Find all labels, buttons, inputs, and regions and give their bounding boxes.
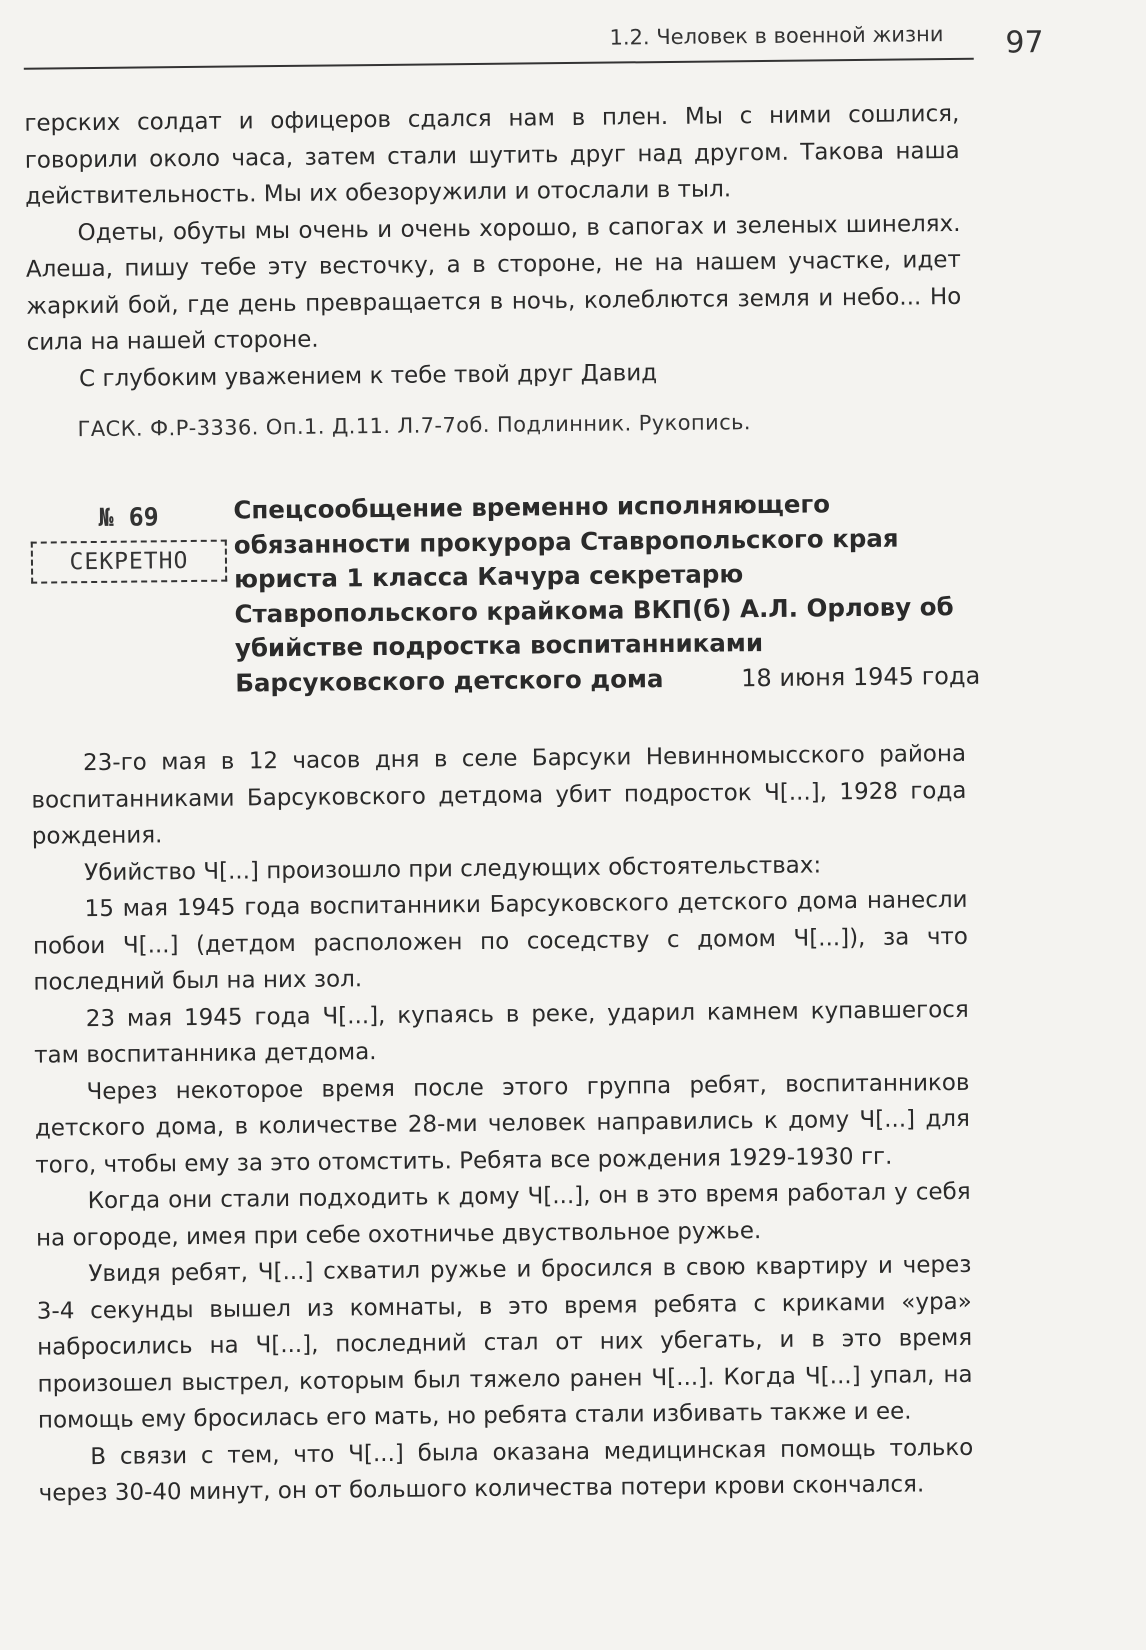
document-title: Спецсообщение временно исполняющего обязанности прокурора Ставропольского края юриста 1 класса Качура секретарю Ставропольского крайкома ВКП(б) А.Л. Орлову об убийстве подростка воспитанниками Барсуковского детского дома: [233, 489, 954, 698]
page-number: 97: [1005, 25, 1044, 61]
archive-source: ГАСК. Ф.Р-3336. Оп.1. Д.11. Л.7-7об. Подлинник. Рукопись.: [77, 410, 752, 442]
body-paragraph: В связи с тем, что Ч[...] была оказана медицинская помощь только через 30-40 минут, он от большого количества потери крови скончался.: [38, 1434, 974, 1507]
letter-signature: С глубоким уважением к тебе твой друг Давид: [78, 359, 658, 392]
document-header: [28, 486, 980, 706]
body-paragraph: Увидя ребят, Ч[...] схватил ружье и бросился в свою квартиру и через 3-4 секунды вышел из комнаты, в это время ребята с криками «ура» набросились на Ч[...], последний стал от них убегать, и в это время произошел выстрел, которым был тяжело ранен Ч[...]. Когда Ч[...] упал, на помощь ему бросилась его мать, но ребята стали избивать также и ее.: [36, 1251, 973, 1434]
body-paragraph: Убийство Ч[...] произошло при следующих обстоятельствах:: [84, 851, 822, 886]
body-paragraph: Через некоторое время после этого группа ребят, воспитанников детского дома, в количестве 28-ми человек направились к дому Ч[...] для того, чтобы ему за это отомстить. Ребята все рождения 1929-1930 гг.: [34, 1069, 970, 1179]
letter-paragraph-2: Одеты, обуты мы очень и очень хорошо, в сапогах и зеленых шинелях. Алеша, пишу тебе эту весточку, а в стороне, не на нашем участке, идет жаркий бой, где день превращается в ночь, колеблются земля и небо... Но сила на нашей стороне.: [25, 210, 962, 356]
body-paragraph: 15 мая 1945 года воспитанники Барсуковского детского дома нанесли побои Ч[...] (детдом расположен по соседству с домом Ч[...]), за что последний был на них зол.: [32, 886, 969, 996]
letter-paragraph-1: герских солдат и офицеров сдался нам в плен. Мы с ними сошлися, говорили около часа, затем стали шутить друг над другом. Такова наша действительность. Мы их обезоружили и отослали в тыл.: [24, 100, 960, 210]
body-paragraph: Когда они стали подходить к дому Ч[...], он в это время работал у себя на огороде, имея при себе охотничье двуствольное ружье.: [35, 1178, 971, 1252]
running-title: 1.2. Человек в военной жизни: [609, 22, 944, 50]
header-rule: [24, 58, 974, 70]
document-date: 18 июня 1945 года: [741, 661, 981, 693]
body-paragraph: 23 мая 1945 года Ч[...], купаясь в реке, ударил камнем купавшегося там воспитанника детдома.: [34, 996, 969, 1069]
body-paragraph: 23-го мая в 12 часов дня в селе Барсуки Невинномысского района воспитанниками Барсуковского детдома убит подросток Ч[...], 1928 года рождения.: [31, 740, 967, 850]
document-body: [31, 736, 974, 1512]
letter-text: [24, 96, 962, 398]
secrecy-stamp: СЕКРЕТНО: [31, 540, 227, 584]
page-header: [23, 13, 1083, 74]
document-number: № 69: [98, 502, 159, 532]
